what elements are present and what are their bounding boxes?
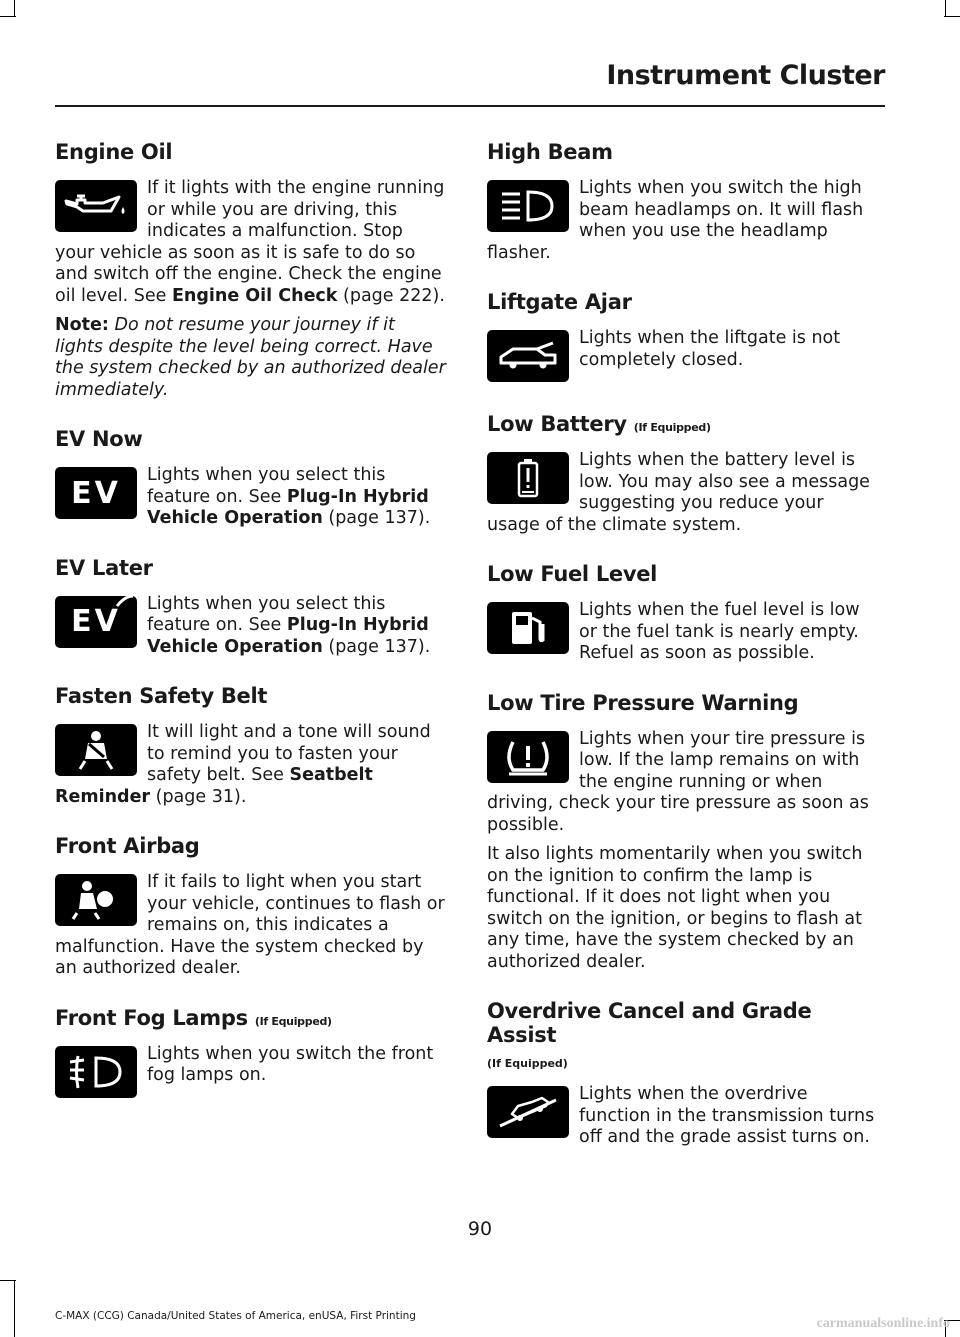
section-body: Lights when you switch the high beam headlamps on. It will flash when you use the headlamp flasher. — [487, 178, 864, 263]
note: Note: Do not resume your journey if it lights despite the level being correct. Have the system checked by an authorized dealer immediately. — [55, 315, 446, 400]
section-ev-later — [55, 556, 447, 659]
section-high-beam — [487, 140, 879, 264]
crop-mark — [14, 1280, 15, 1337]
section-heading: High Beam — [487, 140, 613, 164]
section-heading: Engine Oil — [55, 140, 173, 164]
section-body: Lights when the liftgate is not completely closed. — [579, 328, 841, 370]
section-heading: Front Fog Lamps (If Equipped) — [55, 1005, 332, 1030]
section-heading: Low Battery (If Equipped) — [487, 412, 711, 436]
section-heading: Fasten Safety Belt — [55, 684, 268, 708]
section-heading: Liftgate Ajar — [487, 290, 632, 314]
cross-reference-link[interactable]: Seatbelt Reminder — [55, 765, 373, 807]
section-body: Lights when the fuel level is low or the fuel tank is nearly empty. Refuel as soon as possible. — [579, 600, 860, 663]
watermark: carmanualsonline.info — [816, 1316, 950, 1331]
ev-now-icon: EV — [55, 467, 137, 519]
section-heading: EV Later — [55, 555, 153, 580]
section-overdrive-cancel — [487, 999, 879, 1149]
section-heading: Low Tire Pressure Warning — [487, 690, 799, 715]
section-subheading: (If Equipped) — [487, 1057, 568, 1070]
front-fog-lamp-icon — [55, 1046, 137, 1098]
section-body: If it fails to light when you start your vehicle, continues to flash or remains on, this indicates a malfunction. Have the system checked by an authorized dealer. — [55, 872, 445, 978]
section-low-fuel-level — [487, 562, 879, 665]
section-front-airbag — [55, 834, 447, 980]
header-divider — [55, 105, 885, 107]
crop-mark — [0, 1280, 16, 1281]
section-body: Lights when you select this feature on. See Plug-In Hybrid Vehicle Operation (page 137). — [147, 465, 431, 528]
section-engine-oil — [55, 140, 447, 401]
section-heading: Overdrive Cancel and Grade Assist — [487, 999, 812, 1047]
cross-reference-link[interactable]: Engine Oil Check — [171, 285, 338, 306]
low-battery-icon — [487, 452, 569, 504]
engine-oil-icon — [55, 180, 137, 232]
section-body: Lights when you switch the front fog lamps on. — [147, 1043, 434, 1085]
ev-later-icon: EV — [55, 596, 137, 648]
crop-mark — [945, 0, 946, 16]
crop-mark — [0, 16, 16, 17]
section-body-extra: It also lights momentarily when you switch on the ignition to confirm the lamp is functional. If it does not light when you switch on the ignition, or begins to flash at any time, have the system checked by an authorized dealer. — [487, 844, 863, 972]
section-body: Lights when the overdrive function in the transmission turns off and the grade assist turns on. — [579, 1084, 875, 1147]
tire-pressure-icon — [487, 731, 569, 783]
section-body: Lights when the battery level is low. You may also see a message suggesting you reduce your usage of the climate system. — [487, 450, 870, 535]
section-body: Lights when you select this feature on. See Plug-In Hybrid Vehicle Operation (page 137). — [147, 593, 431, 657]
right-column — [487, 140, 879, 1175]
seatbelt-icon — [55, 724, 137, 776]
page-title: Instrument Cluster — [606, 60, 885, 91]
low-fuel-icon — [487, 602, 569, 654]
section-body: Lights when your tire pressure is low. If the lamp remains on with the engine running or when driving, check your tire pressure as soon as possible. — [487, 728, 869, 835]
section-liftgate-ajar — [487, 290, 879, 386]
high-beam-icon — [487, 180, 569, 232]
crop-mark — [944, 16, 960, 17]
liftgate-ajar-icon — [487, 330, 569, 382]
section-body: If it lights with the engine running or while you are driving, this indicates a malfunction. Stop your vehicle as soon as it is safe to do so and switch off the engine. Check the engine oil level. See Engine Oil Check (page 222). — [55, 178, 445, 306]
cross-reference-link[interactable]: Plug-In Hybrid Vehicle Operation — [147, 486, 429, 528]
section-fasten-safety-belt — [55, 684, 447, 808]
section-heading: Front Airbag — [55, 834, 200, 858]
airbag-icon — [55, 874, 137, 926]
section-low-battery — [487, 412, 879, 536]
section-heading: EV Now — [55, 427, 143, 451]
page-number: 90 — [467, 1218, 493, 1240]
section-low-tire-pressure — [487, 691, 879, 974]
left-column — [55, 140, 447, 1113]
footer-text: C-MAX (CCG) Canada/United States of America, enUSA, First Printing — [55, 1310, 416, 1322]
grade-assist-icon — [487, 1086, 569, 1138]
section-ev-now — [55, 427, 447, 530]
section-heading: Low Fuel Level — [487, 562, 658, 586]
crop-mark — [14, 0, 15, 16]
cross-reference-link[interactable]: Plug-In Hybrid Vehicle Operation — [147, 615, 429, 657]
section-front-fog-lamps — [55, 1006, 447, 1087]
section-body: It will light and a tone will sound to remind you to fasten your safety belt. See Seatbelt Reminder (page 31). — [55, 722, 431, 807]
